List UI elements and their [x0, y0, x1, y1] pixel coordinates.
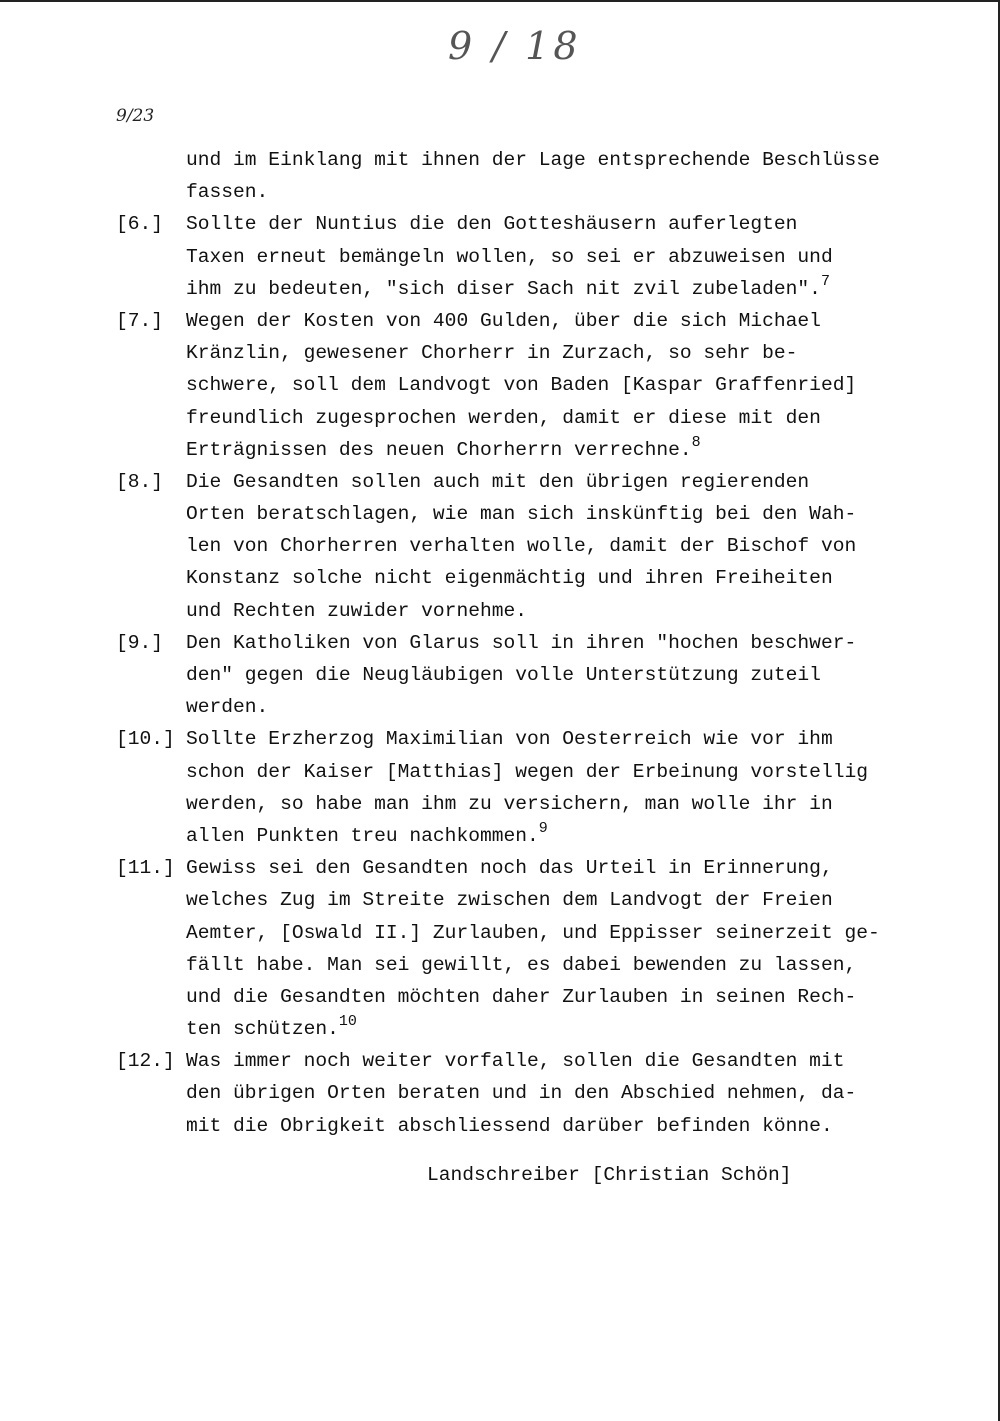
paragraph-lines — [186, 1045, 916, 1142]
line-text: werden, so habe man ihm zu versichern, man wolle ihr in — [186, 792, 833, 815]
paragraph-lines — [186, 466, 916, 627]
paragraph-number: [12.] — [116, 1050, 175, 1073]
line-text: Was immer noch weiter vorfalle, sollen die Gesandten mit — [186, 1050, 845, 1073]
line-text: len von Chorherren verhalten wolle, damit der Bischof von — [186, 535, 857, 558]
paragraph-number: [9.] — [116, 631, 164, 654]
text-line — [186, 852, 916, 884]
text-line — [186, 1110, 916, 1142]
line-text: fassen. — [186, 181, 269, 204]
paragraph-lines — [186, 208, 916, 305]
paragraph — [116, 852, 916, 1045]
line-text: freundlich zugesprochen werden, damit er diese mit den — [186, 406, 821, 429]
paragraph — [116, 144, 916, 208]
paragraph-lines — [186, 627, 916, 724]
text-line — [186, 723, 916, 755]
document-body — [116, 144, 916, 1142]
paragraph-number: [8.] — [116, 470, 164, 493]
paragraph — [116, 466, 916, 627]
paragraph-number: [11.] — [116, 857, 175, 880]
line-text: fällt habe. Man sei gewillt, es dabei bewenden zu lassen, — [186, 953, 857, 976]
footnote-marker[interactable]: 7 — [820, 272, 830, 290]
text-line — [186, 434, 916, 466]
text-line — [186, 756, 916, 788]
line-text: Die Gesandten sollen auch mit den übrigen regierenden — [186, 470, 810, 493]
paragraph-lines — [186, 723, 916, 852]
paragraph-lines — [186, 305, 916, 466]
text-line — [186, 369, 916, 401]
footnote-marker[interactable]: 10 — [338, 1013, 357, 1031]
line-text: allen Punkten treu nachkommen. — [186, 824, 539, 847]
text-line — [186, 402, 916, 434]
text-line — [186, 498, 916, 530]
text-line — [186, 659, 916, 691]
line-text: und im Einklang mit ihnen der Lage entsprechende Beschlüsse — [186, 149, 880, 171]
paragraph — [116, 305, 916, 466]
text-line — [186, 337, 916, 369]
line-text: und die Gesandten möchten daher Zurlauben in seinen Rech- — [186, 985, 857, 1008]
text-line — [186, 917, 916, 949]
text-line — [186, 820, 916, 852]
line-text: Kränzlin, gewesener Chorherr in Zurzach, so sehr be- — [186, 342, 798, 365]
line-text: schon der Kaiser [Matthias] wegen der Erbeinung vorstellig — [186, 760, 868, 783]
text-line — [186, 949, 916, 981]
handwritten-page-mark: 9 / 18 — [448, 24, 582, 68]
line-text: Sollte Erzherzog Maximilian von Oesterreich wie vor ihm — [186, 728, 833, 751]
line-text: ten schützen. — [186, 1018, 339, 1041]
paragraph-number: [10.] — [116, 728, 175, 751]
line-text: ihm zu bedeuten, "sich diser Sach nit zvil zubeladen". — [186, 277, 821, 300]
line-text: welches Zug im Streite zwischen dem Landvogt der Freien — [186, 889, 833, 912]
line-text: den" gegen die Neugläubigen volle Unterstützung zuteil — [186, 664, 821, 686]
line-text: Gewiss sei den Gesandten noch das Urteil in Erinnerung, — [186, 857, 833, 880]
line-text: mit die Obrigkeit abschliessend darüber befinden könne. — [186, 1114, 833, 1137]
paragraph — [116, 627, 916, 724]
line-text: Aemter, [Oswald II.] Zurlauben, und Eppisser seinerzeit ge- — [186, 921, 880, 944]
paragraph — [116, 723, 916, 852]
text-line — [186, 627, 916, 659]
text-line — [186, 273, 916, 305]
paragraph — [116, 208, 916, 305]
paragraph — [116, 1045, 916, 1142]
text-line — [186, 595, 916, 627]
text-line — [186, 530, 916, 562]
text-line — [186, 691, 916, 723]
text-line — [186, 466, 916, 498]
text-line — [186, 1013, 916, 1045]
paragraph-lines — [186, 852, 916, 1045]
text-line — [186, 884, 916, 916]
text-line — [186, 981, 916, 1013]
text-line — [186, 305, 916, 337]
text-line — [186, 562, 916, 594]
text-line — [186, 241, 916, 273]
text-line — [186, 144, 916, 176]
signature-line: Landschreiber [Christian Schön] — [427, 1164, 792, 1186]
page-reference: 9/23 — [116, 106, 155, 126]
paragraph-number: [6.] — [116, 213, 164, 236]
line-text: und Rechten zuwider vornehme. — [186, 599, 527, 622]
footnote-marker[interactable]: 9 — [538, 819, 548, 837]
footnote-marker[interactable]: 8 — [691, 433, 701, 451]
paragraph-lines — [186, 144, 916, 208]
line-text: schwere, soll dem Landvogt von Baden [Kaspar Graffenried] — [186, 374, 857, 397]
line-text: Taxen erneut bemängeln wollen, so sei er abzuweisen und — [186, 245, 833, 268]
line-text: Sollte der Nuntius die den Gotteshäusern auferlegten — [186, 213, 798, 236]
text-line — [186, 1077, 916, 1109]
text-line — [186, 176, 916, 208]
text-line — [186, 1045, 916, 1077]
line-text: den übrigen Orten beraten und in den Abschied nehmen, da- — [186, 1082, 857, 1105]
line-text: werden. — [186, 696, 269, 719]
text-line — [186, 788, 916, 820]
line-text: Erträgnissen des neuen Chorherrn verrechne. — [186, 438, 692, 461]
paragraph-number — [116, 144, 186, 208]
text-line — [186, 208, 916, 240]
paragraph-number: [7.] — [116, 309, 164, 332]
line-text: Konstanz solche nicht eigenmächtig und ihren Freiheiten — [186, 567, 833, 590]
line-text: Wegen der Kosten von 400 Gulden, über die sich Michael — [186, 309, 821, 332]
line-text: Den Katholiken von Glarus soll in ihren "hochen beschwer- — [186, 631, 857, 654]
line-text: Orten beratschlagen, wie man sich inskünftig bei den Wah- — [186, 503, 857, 526]
